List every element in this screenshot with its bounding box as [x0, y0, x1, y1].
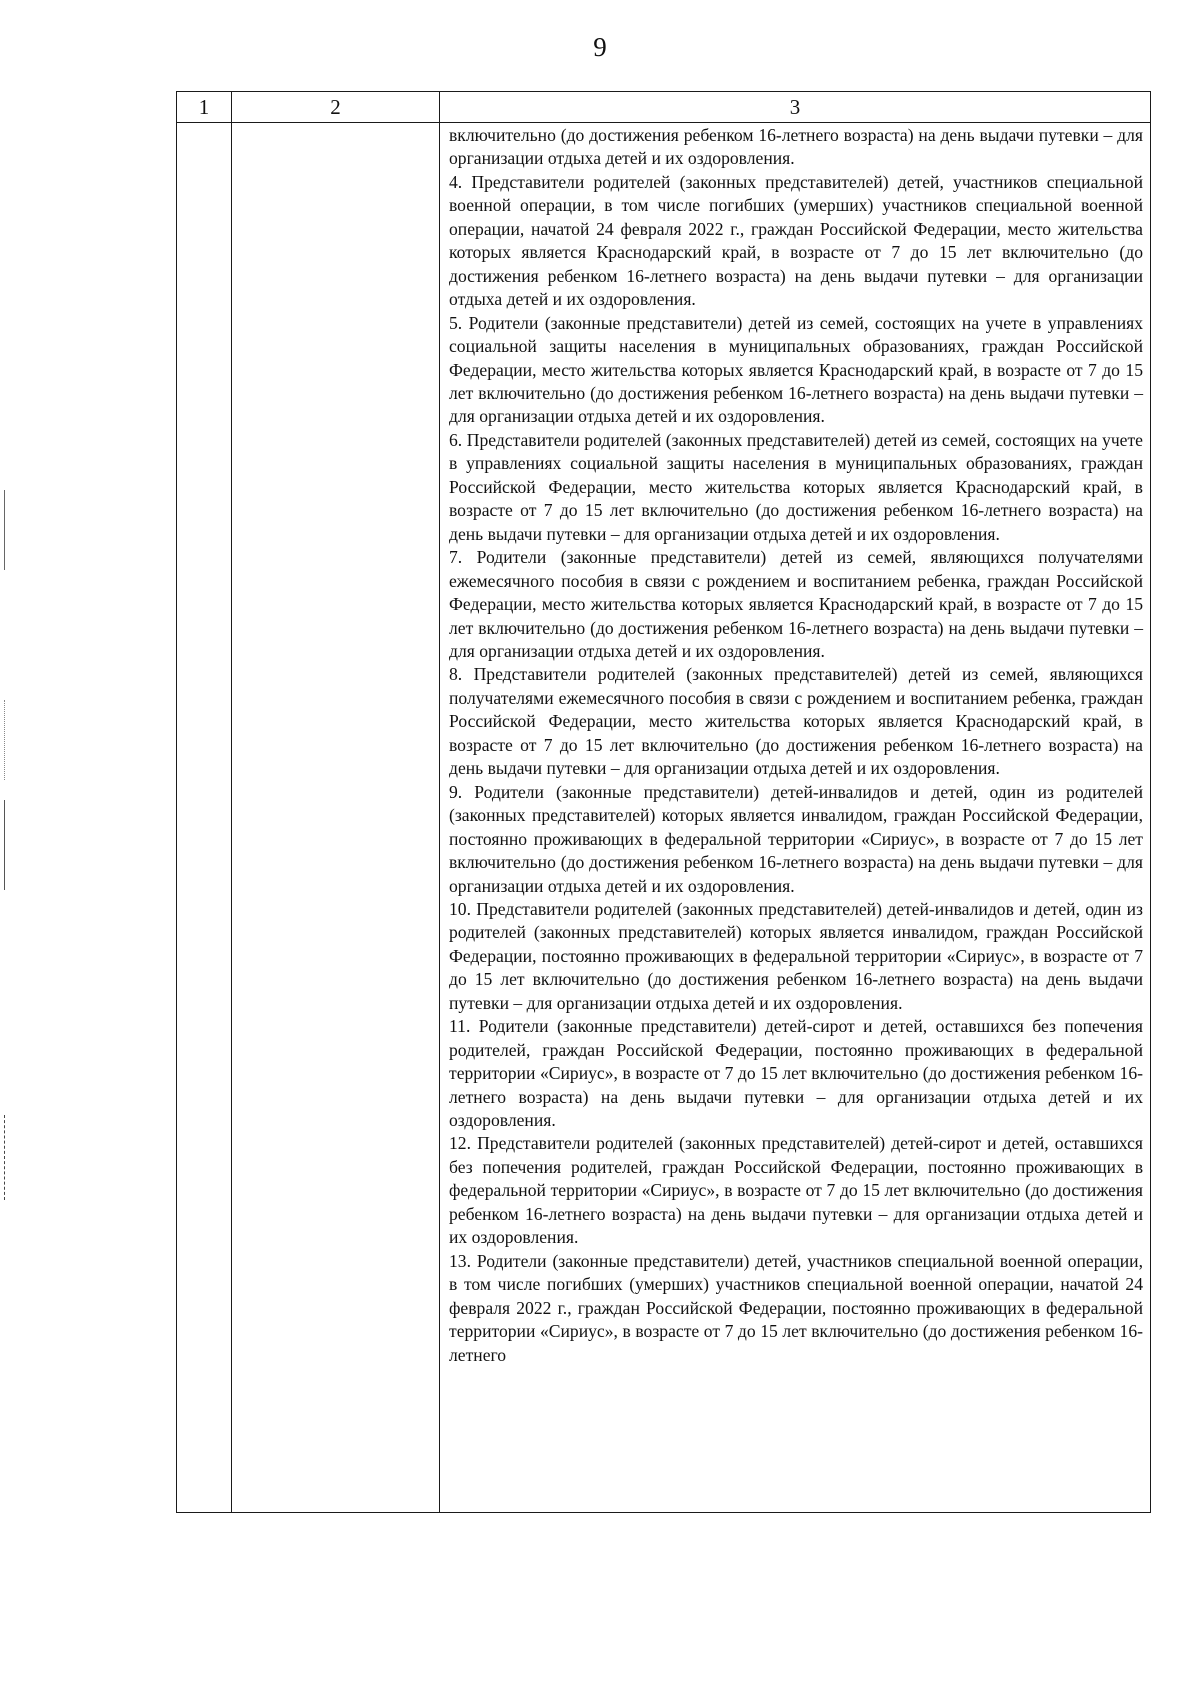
- paragraph-continuation: включительно (до достижения ребенком 16-летнего возраста) на день выдачи путевки – для организации отдыха детей и их оздоровления.: [449, 125, 1143, 169]
- list-item-9: 9. Родители (законные представители) детей-инвалидов и детей, один из родителей (законных представителей) которых является инвалидом, граждан Российской Федерации, постоянно проживающих в федеральной территории «Сириус», в возрасте от 7 до 15 лет включительно (до достижения ребенком 16-летнего возраста) на день выдачи путевки – для организации отдыха детей и их оздоровления.: [449, 781, 1143, 896]
- table-cell-col-3: [440, 123, 1151, 1513]
- list-item-5: 5. Родители (законные представители) детей из семей, состоящих на учете в управлениях социальной защиты населения в муниципальных образованиях, граждан Российской Федерации, место жительства которых является Краснодарский край, в возрасте от 7 до 15 лет включительно (до достижения ребенком 16-летнего возраста) на день выдачи путевки – для организации отдыха детей и их оздоровления.: [449, 312, 1143, 427]
- header-cell-col-2: 2: [232, 92, 440, 123]
- document-table: [176, 91, 1151, 1513]
- list-item-11: 11. Родители (законные представители) детей-сирот и детей, оставшихся без попечения родителей, граждан Российской Федерации, постоянно проживающих в федеральной территории «Сириус», в возрасте от 7 до 15 лет включительно (до достижения ребенком 16-летнего возраста) на день выдачи путевки – для организации отдыха детей и их оздоровления.: [449, 1016, 1143, 1131]
- scan-margin-mark: [4, 800, 7, 890]
- header-cell-col-3: 3: [440, 92, 1151, 123]
- list-item-6: 6. Представители родителей (законных представителей) детей из семей, состоящих на учете в управлениях социальной защиты населения в муниципальных образованиях, граждан Российской Федерации, место жительства которых является Краснодарский край, в возрасте от 7 до 15 лет включительно (до достижения ребенком 16-летнего возраста) на день выдачи путевки – для организации отдыха детей и их оздоровления.: [449, 429, 1143, 544]
- list-item-10: 10. Представители родителей (законных представителей) детей-инвалидов и детей, один из родителей (законных представителей) которых является инвалидом, граждан Российской Федерации, постоянно проживающих в федеральной территории «Сириус», в возрасте от 7 до 15 лет включительно (до достижения ребенком 16-летнего возраста) на день выдачи путевки – для организации отдыха детей и их оздоровления.: [449, 898, 1143, 1013]
- header-cell-col-1: 1: [177, 92, 232, 123]
- scan-margin-mark: [4, 1115, 7, 1200]
- table-header-row: [177, 92, 1151, 123]
- table-cell-col-2: [232, 123, 440, 1513]
- table-cell-col-1: [177, 123, 232, 1513]
- table-row: [177, 123, 1151, 1513]
- list-item-13: 13. Родители (законные представители) детей, участников специальной военной операции, в том числе погибших (умерших) участников специальной военной операции, начатой 24 февраля 2022 г., граждан Российской Федерации, постоянно проживающих в федеральной территории «Сириус», в возрасте от 7 до 15 лет включительно (до достижения ребенком 16-летнего: [449, 1250, 1143, 1365]
- list-item-12: 12. Представители родителей (законных представителей) детей-сирот и детей, оставшихся без попечения родителей, граждан Российской Федерации, постоянно проживающих в федеральной территории «Сириус», в возрасте от 7 до 15 лет включительно (до достижения ребенком 16-летнего возраста) на день выдачи путевки – для организации отдыха детей и их оздоровления.: [449, 1133, 1143, 1248]
- scan-margin-mark: [4, 700, 7, 780]
- scan-margin-mark: [4, 490, 7, 570]
- list-item-8: 8. Представители родителей (законных представителей) детей из семей, являющихся получателями ежемесячного пособия в связи с рождением и воспитанием ребенка, граждан Российской Федерации, место жительства которых является Краснодарский край, в возрасте от 7 до 15 лет включительно (до достижения ребенком 16-летнего возраста) на день выдачи путевки – для организации отдыха детей и их оздоровления.: [449, 664, 1143, 779]
- list-item-4: 4. Представители родителей (законных представителей) детей, участников специальной военной операции, в том числе погибших (умерших) участников специальной военной операции, начатой 24 февраля 2022 г., граждан Российской Федерации, место жительства которых является Краснодарский край, в возрасте от 7 до 15 лет включительно (до достижения ребенком 16-летнего возраста) на день выдачи путевки – для организации отдыха детей и их оздоровления.: [449, 171, 1143, 310]
- list-item-7: 7. Родители (законные представители) детей из семей, являющихся получателями ежемесячного пособия в связи с рождением и воспитанием ребенка, граждан Российской Федерации, место жительства которых является Краснодарский край, в возрасте от 7 до 15 лет включительно (до достижения ребенком 16-летнего возраста) на день выдачи путевки – для организации отдыха детей и их оздоровления.: [449, 547, 1143, 661]
- page-number: 9: [593, 32, 607, 62]
